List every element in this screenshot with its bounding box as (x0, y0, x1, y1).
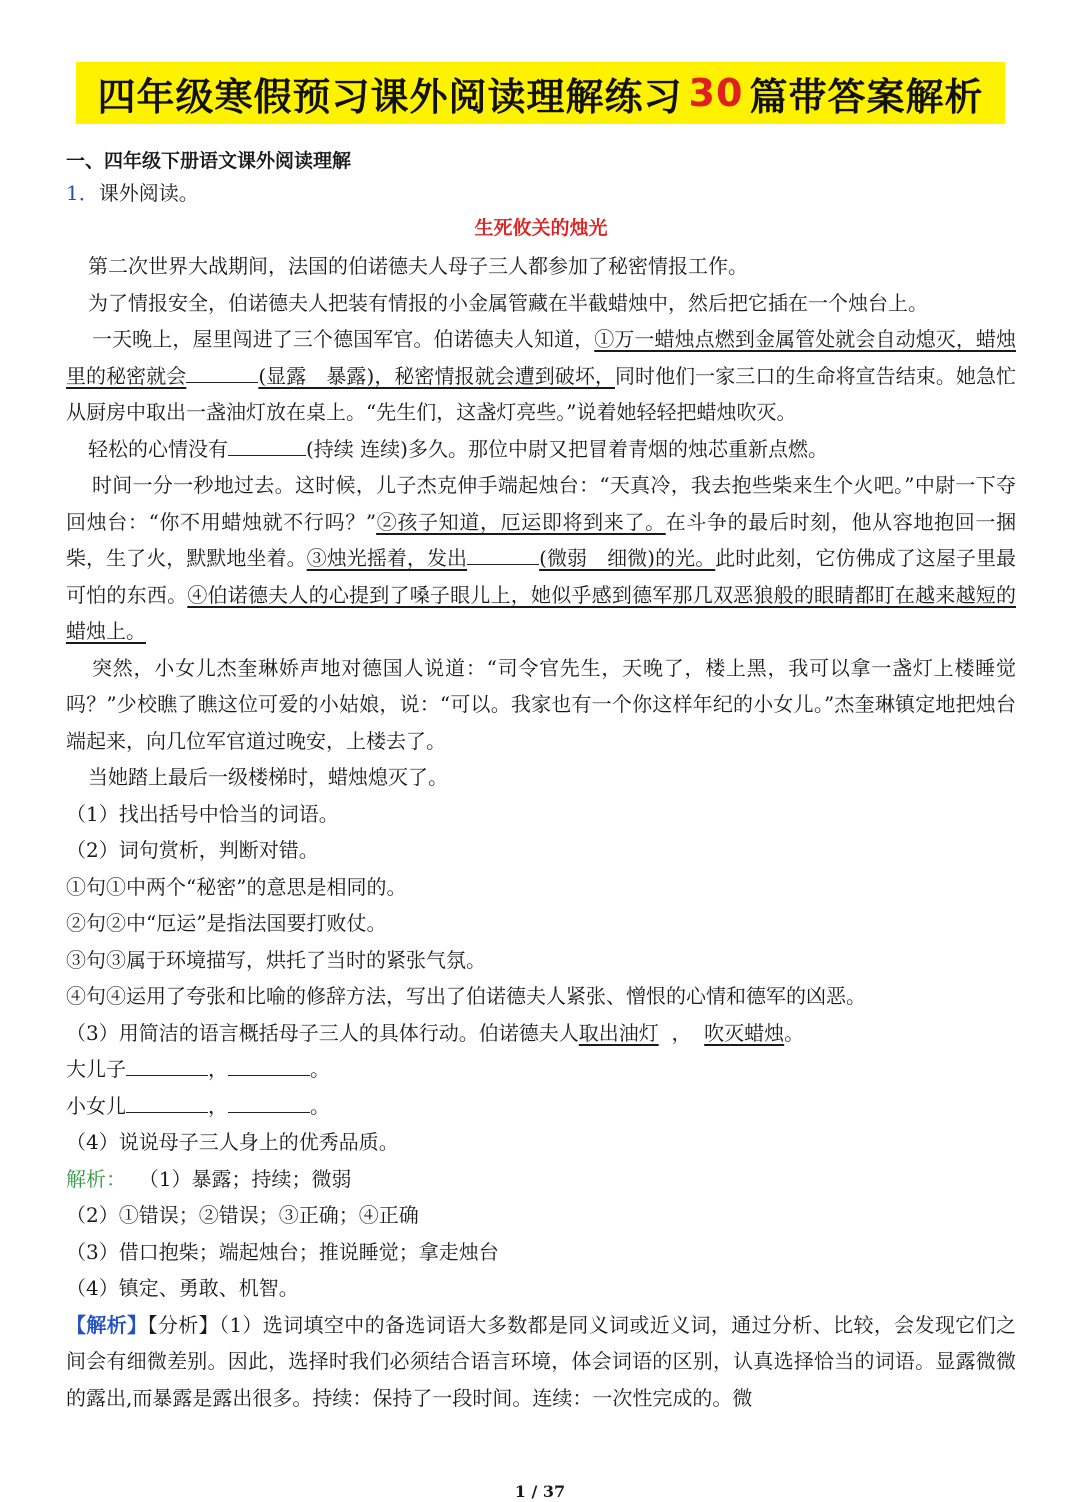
title-banner (76, 62, 1005, 124)
task-3-text: （3）用简洁的语言概括母子三人的具体行动。伯诺德夫人 (66, 1020, 579, 1045)
document-body (66, 144, 1016, 1416)
article-paragraph-6: 突然，小女儿杰奎琳娇声地对德国人说道：“司令官先生，天晚了，楼上黑，我可以拿一盏灯上楼睡觉吗？”少校瞧了瞧这位可爱的小姑娘，说：“可以。我家也有一个你这样年纪的小女儿。”杰奎琳镇定地把烛台端起来，向几位军官道过晚安，上楼去了。 (66, 655, 1016, 753)
banner-title-a: 四年级寒假预习课外阅读理解练习 (97, 74, 683, 119)
analysis-text: （1）选词填空中的备选词语大多数都是同义词或近义词，通过分析、比较，会发现它们之间会有细微差别。因此，选择时我们必须结合语言环境，体会词语的区别，认真选择恰当的词语。显露微微的露出,而暴露是露出很多。持续：保持了一段时间。连续：一次性完成的。微 (66, 1312, 1017, 1410)
task-2-item-4: ④句④运用了夸张和比喻的修辞方法，写出了伯诺德夫人紧张、憎恨的心情和德军的凶恶。 (66, 984, 866, 1008)
p3-text-a: 一天晚上，屋里闯进了三个德国军官。伯诺德夫人知道， (92, 327, 595, 351)
task-1: （1）找出括号中恰当的词语。 (66, 801, 339, 826)
task-3-example-2: 吹灭蜡烛 (704, 1020, 785, 1045)
fill-blank[interactable] (186, 360, 258, 383)
son-label: 大儿子 (66, 1057, 126, 1081)
daughter-blank-1[interactable] (126, 1090, 208, 1113)
banner-title-b: 篇带答案解析 (749, 74, 984, 119)
task-3-end: 。 (784, 1020, 805, 1045)
fill-blank[interactable] (228, 433, 306, 456)
task-2-item-1: ①句①中两个“秘密”的意思是相同的。 (66, 874, 407, 899)
article-paragraph-7: 当她踏上最后一级楼梯时，蜡烛熄灭了。 (88, 765, 448, 789)
son-blank-2[interactable] (228, 1053, 310, 1076)
article-paragraph-3 (66, 321, 1016, 431)
son-blank-1[interactable] (126, 1053, 208, 1076)
task-3-example-1: 取出油灯 (578, 1020, 659, 1045)
p5-text-b: 在斗争的最后时刻，他从容地抱回一捆柴，生了火，默默地坐着。 (66, 509, 1017, 570)
task-4: （4）说说母子三人身上的优秀品质。 (66, 1130, 399, 1154)
p3-text-b: 同时他们一家三口的生命将宣告结束。她急忙从厨房中取出一盏油灯放在桌上。“先生们，这盏灯亮些。”说着她轻轻把蜡烛吹灭。 (66, 363, 1017, 424)
sentence-3-underlined (307, 546, 716, 570)
p4-text-a: 轻松的心情没有 (88, 436, 228, 461)
sentence-1-options: (显露 暴露)，秘密情报就会遭到破坏， (258, 363, 615, 388)
task-3-son-row (66, 1051, 1016, 1088)
answer-label: 解析： (66, 1166, 126, 1191)
sentence-1-text: ①万一蜡烛点燃到金属管处就会自动熄灭，蜡烛里的秘密就会 (66, 327, 1017, 388)
question-header (66, 178, 1016, 208)
sentence-3-text-b: (微弱 细微)的光。 (539, 546, 716, 570)
p4-options: (持续 连续)多久。那位中尉又把冒着青烟的烛芯重新点燃。 (306, 436, 828, 461)
answer-2: （2）①错误；②错误；③正确；④正确 (66, 1203, 419, 1227)
fill-blank[interactable] (467, 542, 539, 565)
answer-1-row (66, 1161, 1016, 1198)
daughter-comma: ， (208, 1093, 228, 1118)
answer-1: （1）暴露；持续；微弱 (138, 1166, 352, 1191)
question-label: 课外阅读。 (98, 181, 199, 205)
task-2-item-2: ②句②中“厄运”是指法国要打败仗。 (66, 911, 387, 935)
daughter-blank-2[interactable] (228, 1090, 310, 1113)
article-paragraph-4 (66, 431, 1016, 468)
article-paragraph-2: 为了情报安全，伯诺德夫人把装有情报的小金属管藏在半截蜡烛中，然后把它插在一个烛台上。 (88, 290, 928, 315)
banner-title-number: 30 (688, 71, 744, 115)
task-3 (66, 1015, 1016, 1052)
sentence-3-text-a: ③烛光摇着，发出 (306, 546, 468, 570)
son-comma: ， (208, 1057, 228, 1081)
analysis-paragraph (66, 1307, 1016, 1417)
task-3-daughter-row (66, 1088, 1016, 1125)
question-number: 1． (66, 181, 99, 205)
article-paragraph-5 (66, 467, 1016, 650)
answer-4: （4）镇定、勇敢、机智。 (66, 1276, 299, 1300)
article-title: 生死攸关的烛光 (474, 217, 608, 239)
page-number: 1 / 37 (514, 1482, 566, 1501)
task-2-item-3: ③句③属于环境描写，烘托了当时的紧张气氛。 (66, 947, 486, 972)
p5-text-a: 时间一分一秒地过去。这时候，儿子杰克伸手端起烛台：“天真冷，我去抱些柴来生个火吧。”中尉一下夺回烛台：“你不用蜡烛就不行吗？” (66, 473, 1016, 534)
p5-text-c: 此时此刻，它仿佛成了这屋子里最可怕的东西。 (66, 546, 1017, 607)
section-heading: 一、四年级下册语文课外阅读理解 (66, 150, 352, 172)
son-period: 。 (310, 1057, 330, 1081)
sentence-2-underlined: ②孩子知道，厄运即将到来了。 (376, 509, 666, 534)
task-2: （2）词句赏析，判断对错。 (66, 838, 319, 862)
daughter-period: 。 (310, 1093, 330, 1118)
analysis-subtag: 【分析】 (147, 1312, 219, 1337)
daughter-label: 小女儿 (66, 1093, 126, 1118)
task-3-sep: ， (671, 1020, 692, 1045)
analysis-tag: 【解析】 (66, 1312, 148, 1337)
answer-3: （3）借口抱柴；端起烛台；推说睡觉；拿走烛台 (66, 1239, 499, 1264)
article-paragraph-1: 第二次世界大战期间，法国的伯诺德夫人母子三人都参加了秘密情报工作。 (88, 254, 748, 278)
sentence-4-underlined: ④伯诺德夫人的心提到了嗓子眼儿上，她似乎感到德军那几双恶狼般的眼睛都盯在越来越短的蜡烛上。 (66, 582, 1017, 643)
